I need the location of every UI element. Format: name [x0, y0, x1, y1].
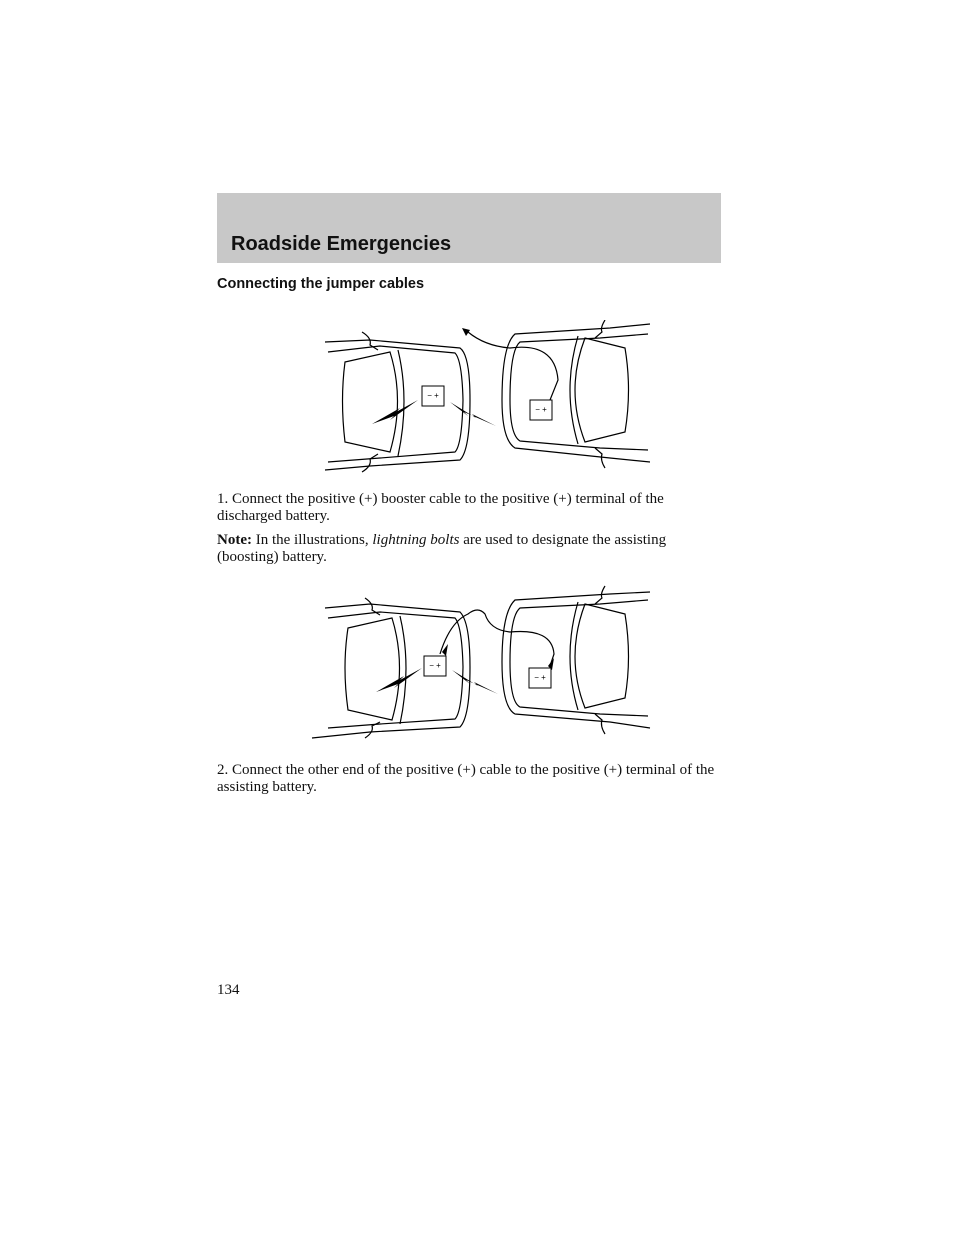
page-number: 134: [217, 982, 240, 998]
battery-terminals-right: − +: [535, 405, 547, 414]
step-2-text: 2. Connect the other end of the positive (+) cable to the positive (+) terminal of the assisting battery.: [217, 762, 715, 795]
cars-illustration-2: [310, 582, 660, 742]
note-text-before: In the illustrations,: [251, 532, 373, 548]
lightning-bolt-icon: [372, 400, 418, 424]
battery-terminals-left: − +: [427, 391, 439, 400]
step-1-text: 1. Connect the positive (+) booster cable to the positive (+) terminal of the discharged battery.: [217, 491, 664, 524]
note-paragraph: [217, 532, 723, 566]
battery-terminals-left: − +: [429, 661, 441, 670]
section-header-band: [217, 193, 721, 263]
note-text-after: are used to designate the assisting (boosting) battery.: [217, 532, 667, 565]
cars-illustration-1: [310, 320, 660, 480]
left-car-windshield: [343, 352, 398, 452]
left-car-windshield: [345, 618, 400, 720]
right-car-windshield: [575, 338, 629, 442]
section-title: Roadside Emergencies: [231, 233, 452, 255]
battery-terminals-right: − +: [534, 673, 546, 682]
jumper-cable: [468, 332, 558, 400]
jumper-figure-2: [310, 582, 660, 742]
lightning-bolt-icon: [450, 402, 496, 426]
note-label: Note:: [217, 532, 252, 548]
lightning-bolt-icon: [452, 670, 498, 694]
jumper-figure-1: [310, 320, 660, 480]
subheading: Connecting the jumper cables: [217, 276, 425, 292]
right-car-windshield: [575, 604, 629, 708]
jumper-cable: [440, 610, 554, 666]
note-emphasis: lightning bolts: [372, 532, 460, 548]
